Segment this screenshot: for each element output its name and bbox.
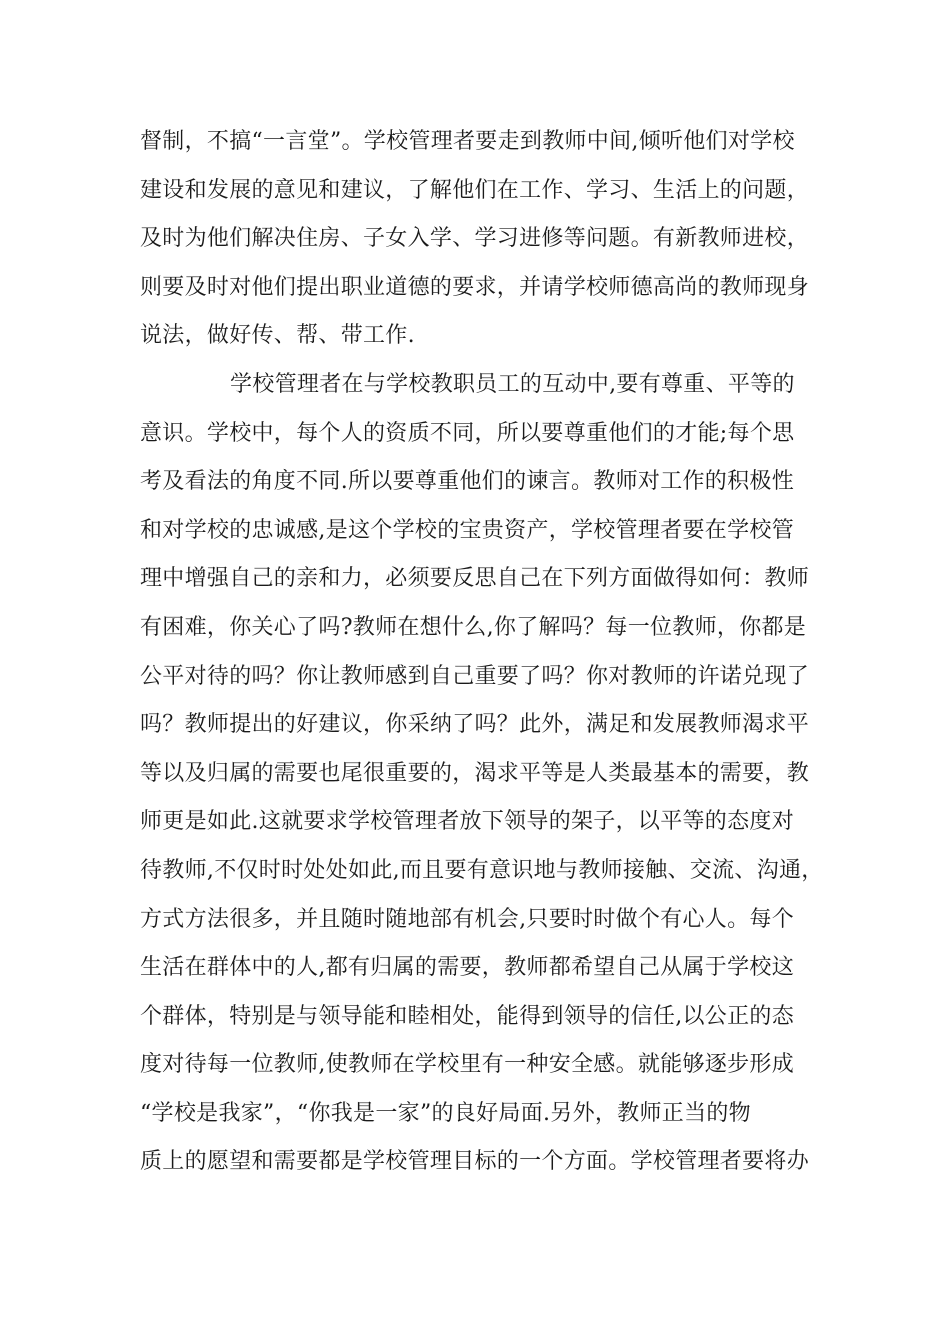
text-line: 说法，做好传、帮、带工作. [140, 323, 415, 349]
text-line: 则要及时对他们提出职业道德的要求，并请学校师德高尚的教师现身 [140, 274, 810, 300]
paragraph-1 [140, 118, 840, 361]
text-line: 质上的愿望和需要都是学校管理目标的一个方面。学校管理者要将办 [140, 1149, 810, 1175]
text-line: 生活在群体中的人,都有归属的需要，教师都希望自己从属于学校这 [140, 955, 794, 981]
text-line: 公平对待的吗？你让教师感到自己重要了吗？你对教师的许诺兑现了 [140, 663, 810, 689]
text-line: 待教师,不仅时时处处如此,而且要有意识地与教师接触、交流、沟通， [140, 857, 824, 883]
body-text [140, 118, 840, 1187]
text-line: 意识。学校中，每个人的资质不同，所以要尊重他们的才能;每个思 [140, 420, 795, 446]
text-line: 建设和发展的意见和建议，了解他们在工作、学习、生活上的问题， [140, 177, 810, 203]
paragraph-2 [140, 361, 840, 1187]
text-line: 理中增强自己的亲和力，必须要反思自己在下列方面做得如何：教师 [140, 566, 810, 592]
text-line: 学校管理者在与学校教职员工的互动中,要有尊重、平等的 [230, 371, 795, 397]
text-line: “学校是我家”，“你我是一家”的良好局面.另外，教师正当的物 [140, 1100, 751, 1126]
text-line: 个群体，特别是与领导能和睦相处，能得到领导的信任,以公正的态 [140, 1003, 794, 1029]
text-line: 及时为他们解决住房、子女入学、学习进修等问题。有新教师进校， [140, 226, 810, 252]
text-line: 度对待每一位教师,使教师在学校里有一种安全感。就能够逐步形成 [140, 1052, 794, 1078]
text-line: 督制，不搞“一言堂”。学校管理者要走到教师中间,倾听他们对学校 [140, 129, 795, 154]
text-line: 方式方法很多，并且随时随地部有机会,只要时时做个有心人。每个 [140, 906, 794, 932]
text-line: 考及看法的角度不同.所以要尊重他们的谏言。教师对工作的积极性 [140, 469, 794, 495]
text-line: 等以及归属的需要也尾很重要的，渴求平等是人类最基本的需要，教 [140, 760, 810, 786]
text-line: 有困难，你关心了吗?教师在想什么,你了解吗？每一位教师，你都是 [140, 614, 807, 640]
text-line: 师更是如此.这就要求学校管理者放下领导的架子，以平等的态度对 [140, 809, 794, 835]
text-line: 吗？教师提出的好建议，你采纳了吗？此外，满足和发展教师渴求平 [140, 712, 810, 738]
text-line: 和对学校的忠诚感,是这个学校的宝贵资产，学校管理者要在学校管 [140, 517, 794, 543]
